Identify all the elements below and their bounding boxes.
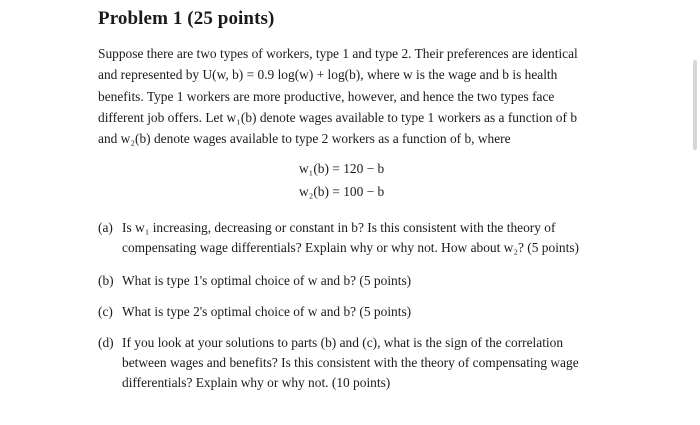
part-label: (a) xyxy=(98,220,113,235)
part-label: (c) xyxy=(98,304,113,319)
part-a xyxy=(98,218,579,258)
intro-line: and represented by U(w, b) = 0.9 log(w) + log(b), where w is the wage and b is health xyxy=(98,67,558,83)
intro-line: Suppose there are two types of workers, type 1 and type 2. Their preferences are identical xyxy=(98,46,578,61)
part-text: If you look at your solutions to parts (b) and (c), what is the sign of the correlation xyxy=(122,335,564,350)
part-text: What is type 2's optimal choice of w and b? (5 points) xyxy=(122,304,412,319)
equation-w1: w₁(b) = 120 − b xyxy=(299,161,385,176)
problem-title: Problem 1 (25 points) xyxy=(98,8,275,29)
intro-line: different job offers. Let w₁(b) denote wages available to type 1 workers as a function of b xyxy=(98,109,578,125)
part-text: differentials? Explain why or why not. (10 points) xyxy=(122,375,391,390)
part-label: (d) xyxy=(98,335,114,350)
part-label: (b) xyxy=(98,273,114,288)
part-text: Is w₁ increasing, decreasing or constant in b? Is this consistent with the theory of xyxy=(122,220,556,235)
intro-line: and w₂(b) denote wages available to type 2 workers as a function of b, where xyxy=(98,131,511,147)
part-text: compensating wage differentials? Explain why or why not. How about w₂? (5 points) xyxy=(122,240,579,255)
problem-intro xyxy=(98,43,603,149)
part-c xyxy=(98,302,411,322)
part-text: What is type 1's optimal choice of w and b? (5 points) xyxy=(122,273,412,288)
part-d xyxy=(98,333,579,393)
scrollbar[interactable] xyxy=(693,60,697,150)
equation-w2: w₂(b) = 100 − b xyxy=(299,184,385,199)
intro-line: benefits. Type 1 workers are more productive, however, and hence the two types face xyxy=(98,88,555,104)
part-b xyxy=(98,271,411,291)
part-text: between wages and benefits? Is this consistent with the theory of compensating wage xyxy=(122,355,579,370)
